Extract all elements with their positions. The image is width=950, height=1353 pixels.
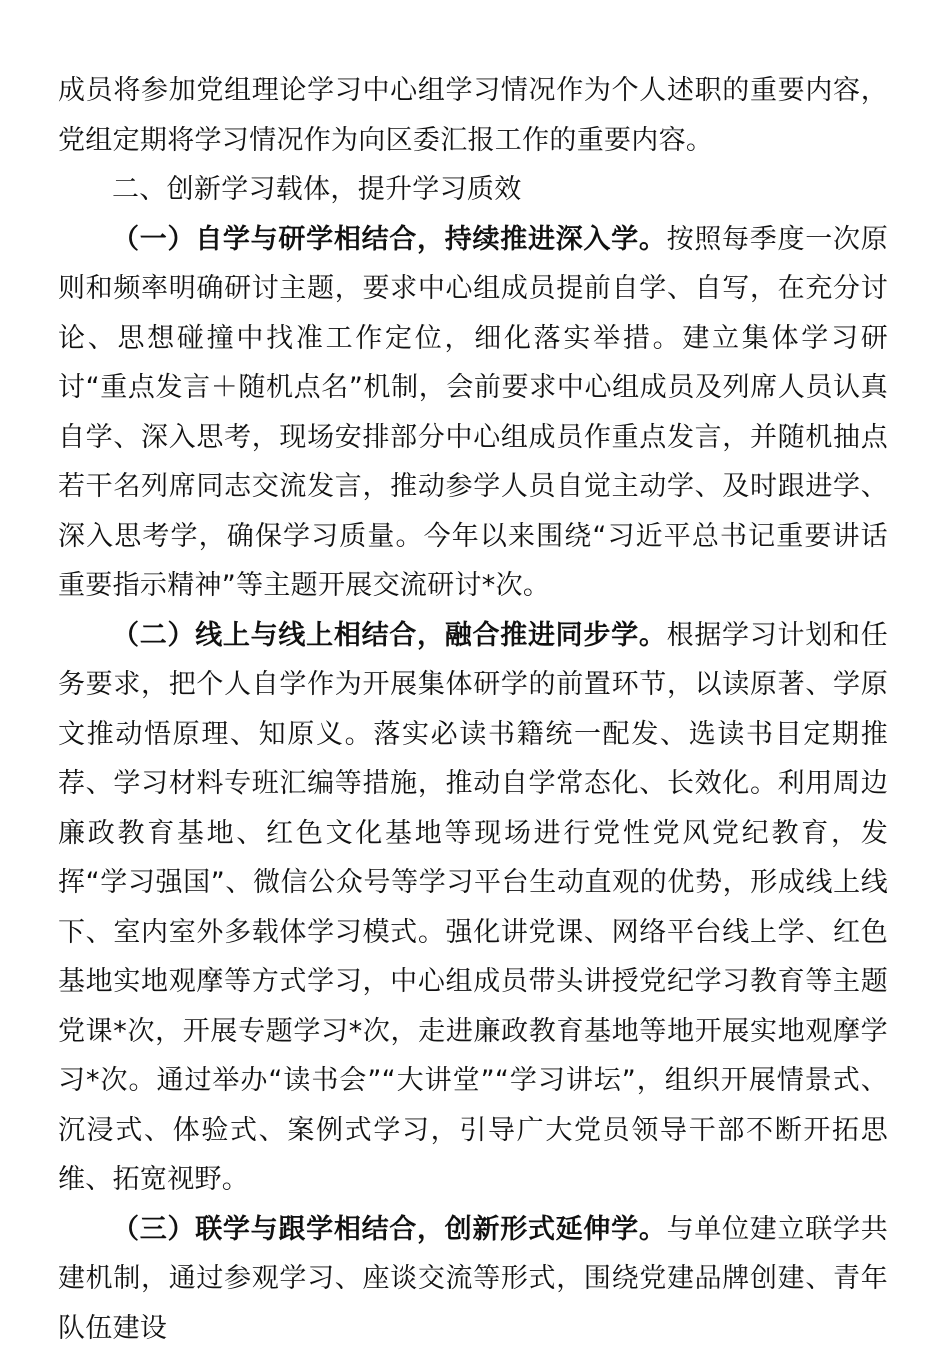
paragraph-continuation: [58, 66, 888, 165]
subsection-2-paragraph: [58, 611, 888, 1205]
subsection-3-body: 与单位建立联学共建机制，通过参观学习、座谈交流等形式，围绕党建品牌创建、青年队伍建设: [58, 1214, 888, 1344]
subsection-1-paragraph: [58, 215, 888, 611]
document-body: [58, 66, 888, 1353]
subsection-3-paragraph: [58, 1205, 888, 1353]
section-heading-text: 二、创新学习载体，提升学习质效: [112, 174, 522, 205]
section-heading: [58, 165, 888, 215]
paragraph-text: 成员将参加党组理论学习中心组学习情况作为个人述职的重要内容，党组定期将学习情况作为向区委汇报工作的重要内容。: [58, 75, 888, 156]
subsection-3-heading: （三）联学与跟学相结合，创新形式延伸学。: [112, 1214, 667, 1245]
subsection-2-body: 根据学习计划和任务要求，把个人自学作为开展集体研学的前置环节，以读原著、学原文推动悟原理、知原义。落实必读书籍统一配发、选读书目定期推荐、学习材料专班汇编等措施，推动自学常态化、长效化。利用周边廉政教育基地、红色文化基地等现场进行党性党风党纪教育，发挥“学习强国”、微信公众号等学习平台生动直观的优势，形成线上线下、室内室外多载体学习模式。强化讲党课、网络平台线上学、红色基地实地观摩等方式学习，中心组成员带头讲授党纪学习教育等主题党课*次，开展专题学习*次，走进廉政教育基地等地开展实地观摩学习*次。通过举办“读书会”“大讲堂”“学习讲坛”，组织开展情景式、沉浸式、体验式、案例式学习，引导广大党员领导干部不断开拓思维、拓宽视野。: [58, 620, 888, 1196]
subsection-2-heading: （二）线上与线上相结合，融合推进同步学。: [112, 620, 667, 651]
subsection-1-heading: （一）自学与研学相结合，持续推进深入学。: [112, 224, 667, 255]
subsection-1-body: 按照每季度一次原则和频率明确研讨主题，要求中心组成员提前自学、自写，在充分讨论、思想碰撞中找准工作定位，细化落实举措。建立集体学习研讨“重点发言＋随机点名”机制，会前要求中心组成员及列席人员认真自学、深入思考，现场安排部分中心组成员作重点发言，并随机抽点若干名列席同志交流发言，推动参学人员自觉主动学、及时跟进学、深入思考学，确保学习质量。今年以来围绕“习近平总书记重要讲话重要指示精神”等主题开展交流研讨*次。: [58, 224, 888, 602]
